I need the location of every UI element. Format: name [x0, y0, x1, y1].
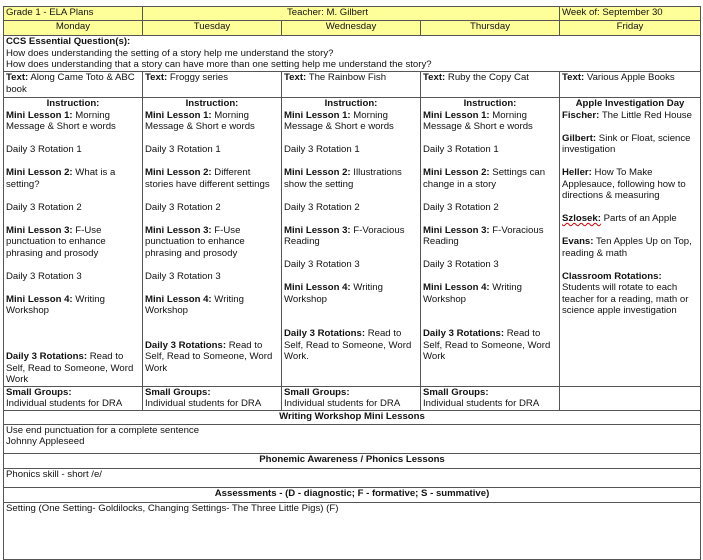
mini-text: Writing Workshop: [284, 282, 383, 305]
instruction-label: Instruction:: [46, 98, 100, 109]
assessments-body: [4, 502, 701, 559]
mini-label: Mini Lesson 2:: [423, 167, 490, 178]
activity-text: The Little Red House: [599, 109, 692, 121]
rotation-3: Daily 3 Rotation 3: [423, 259, 499, 270]
mini-label: Mini Lesson 3:: [423, 224, 490, 236]
friday-gilbert: [562, 133, 698, 156]
mini-lesson-4: [423, 282, 557, 305]
lesson-plan-table: [3, 6, 701, 560]
mini-lesson-4: [145, 294, 279, 317]
week-of: Week of: September 30: [560, 7, 701, 21]
mini-lesson-1: [145, 110, 279, 133]
small-groups-friday: [560, 386, 701, 410]
small-groups-text: Individual students for DRA: [284, 398, 401, 409]
mini-label: Mini Lesson 4:: [284, 282, 351, 293]
mini-label: Mini Lesson 3:: [145, 224, 212, 236]
rotations-label: Daily 3 Rotations:: [6, 351, 88, 362]
mini-text: What is a setting?: [6, 167, 116, 190]
instruction-label: Instruction:: [463, 98, 517, 109]
writing-body: [4, 424, 701, 453]
rotation-3: Daily 3 Rotation 3: [145, 270, 221, 282]
instruction-label: Instruction:: [324, 98, 378, 109]
mini-label: Mini Lesson 3:: [6, 224, 73, 236]
small-groups-label: Small Groups:: [284, 386, 350, 398]
teacher-name: Teacher: M. Gilbert: [287, 7, 369, 18]
day-thursday: Thursday: [421, 21, 560, 36]
mini-text: F-Voracious Reading: [284, 224, 405, 247]
mini-text: Morning Message & Short e words: [145, 109, 255, 132]
text-tuesday: [143, 72, 282, 98]
mini-lesson-2: [423, 167, 557, 190]
small-groups-thursday: [421, 386, 560, 410]
phonics-body: [4, 468, 701, 487]
rotations-label: Daily 3 Rotations:: [284, 328, 366, 339]
rotations-text: Read to Self, Read to Someone, Word Work: [6, 351, 134, 385]
daily-rotations: [6, 351, 140, 386]
instruction-tuesday: [143, 98, 282, 387]
daily-rotations: [284, 328, 418, 363]
mini-lesson-3: [284, 225, 418, 248]
teacher-label: Evans:: [562, 236, 594, 247]
text-label: Text:: [145, 72, 168, 83]
rotation-1: Daily 3 Rotation 1: [423, 144, 499, 155]
mini-text: Morning Message & Short e words: [423, 109, 533, 132]
daily-rotations: [145, 340, 279, 375]
mini-lesson-4: [284, 282, 418, 305]
grade-title: Grade 1 - ELA Plans: [4, 7, 143, 21]
day-tuesday: Tuesday: [143, 21, 282, 36]
rotation-3: Daily 3 Rotation 3: [6, 270, 82, 282]
essential-question-2: How does understanding that a story can have more than one setting help me understand the story?: [6, 59, 432, 70]
mini-lesson-4: [6, 294, 140, 317]
text-label: Text:: [6, 72, 29, 83]
mini-text: F-Voracious Reading: [423, 224, 544, 247]
mini-text: Morning Message & Short e words: [284, 109, 394, 132]
instruction-monday: [4, 98, 143, 387]
writing-line-2: Johnny Appleseed: [6, 436, 85, 447]
mini-text: Different stories have different settings: [145, 167, 270, 190]
instruction-thursday: [421, 98, 560, 387]
mini-text: Writing Workshop: [6, 293, 105, 316]
mini-lesson-2: [6, 167, 140, 190]
phonics-heading-text: Phonemic Awareness / Phonics Lessons: [259, 453, 445, 465]
mini-lesson-3: [6, 225, 140, 260]
friday-evans: [562, 236, 698, 259]
essential-questions: [4, 36, 701, 72]
mini-lesson-3: [423, 225, 557, 248]
teacher-label: Szlosek:: [562, 213, 601, 224]
friday-classroom-rotations: [562, 271, 698, 317]
small-groups-label: Small Groups:: [145, 386, 211, 398]
rotation-2: Daily 3 Rotation 2: [423, 201, 499, 213]
instruction-friday: [560, 98, 701, 387]
mini-text: F-Use punctuation to enhance phrasing and prosody: [145, 224, 245, 259]
teacher-label: Gilbert:: [562, 132, 597, 144]
mini-lesson-1: [284, 110, 418, 133]
small-groups-tuesday: [143, 386, 282, 410]
small-groups-text: Individual students for DRA: [6, 398, 123, 409]
text-monday: [4, 72, 143, 98]
day-monday: Monday: [4, 21, 143, 36]
text-label: Text:: [284, 72, 307, 83]
rotation-1: Daily 3 Rotation 1: [6, 144, 82, 155]
friday-heller: [562, 167, 698, 202]
mini-label: Mini Lesson 1:: [423, 109, 490, 121]
phonics-line-1: Phonics skill - short /e/: [6, 468, 102, 480]
text-value: Froggy series: [167, 72, 228, 83]
day-friday: Friday: [560, 21, 701, 36]
rotation-1: Daily 3 Rotation 1: [284, 144, 360, 155]
mini-lesson-2: [284, 167, 418, 190]
rotations-text: Read to Self, Read to Someone, Word Work: [423, 328, 551, 362]
text-label: Text:: [562, 72, 585, 83]
friday-title: Apple Investigation Day: [575, 98, 685, 109]
daily-rotations: [423, 328, 557, 363]
activity-text: How To Make Applesauce, following how to directions & measuring: [562, 167, 686, 201]
text-value: Ruby the Copy Cat: [445, 72, 529, 83]
assessments-heading: [4, 487, 701, 502]
mini-text: Illustrations show the setting: [284, 167, 402, 190]
text-value: Along Came Toto & ABC book: [6, 72, 135, 95]
rotation-1: Daily 3 Rotation 1: [145, 144, 221, 155]
assessments-line-1: Setting (One Setting- Goldilocks, Changing Settings- The Three Little Pigs) (F): [6, 502, 339, 514]
rotations-text: Students will rotate to each teacher for a reading, math or science apple investigation: [562, 282, 689, 316]
small-groups-label: Small Groups:: [423, 386, 489, 398]
mini-label: Mini Lesson 4:: [6, 293, 73, 305]
activity-text: Ten Apples Up on Top, reading & math: [562, 236, 692, 259]
mini-text: Morning Message & Short e words: [6, 109, 116, 132]
small-groups-wednesday: [282, 386, 421, 410]
writing-line-1: Use end punctuation for a complete sentence: [6, 424, 200, 436]
essential-label: CCS Essential Question(s):: [6, 36, 131, 47]
mini-lesson-1: [423, 110, 557, 133]
text-value: The Rainbow Fish: [306, 72, 387, 83]
small-groups-text: Individual students for DRA: [145, 398, 262, 409]
friday-szlosek: [562, 213, 698, 225]
small-groups-label: Small Groups:: [6, 386, 72, 398]
rotation-2: Daily 3 Rotation 2: [145, 201, 221, 213]
mini-lesson-3: [145, 225, 279, 260]
mini-label: Mini Lesson 2:: [284, 167, 351, 178]
mini-text: F-Use punctuation to enhance phrasing and prosody: [6, 224, 106, 259]
mini-label: Mini Lesson 2:: [145, 167, 212, 178]
teacher-label: Fischer:: [562, 109, 600, 121]
text-value: Various Apple Books: [584, 72, 675, 83]
mini-text: Settings can change in a story: [423, 167, 546, 190]
mini-lesson-1: [6, 110, 140, 133]
rotations-label: Classroom Rotations:: [562, 270, 662, 282]
activity-text: Parts of an Apple: [600, 213, 677, 224]
mini-label: Mini Lesson 1:: [284, 109, 351, 121]
essential-question-1: How does understanding the setting of a story help me understand the story?: [6, 47, 334, 59]
mini-label: Mini Lesson 4:: [145, 293, 212, 305]
instruction-label: Instruction:: [185, 98, 239, 109]
text-label: Text:: [423, 72, 446, 83]
day-wednesday: Wednesday: [282, 21, 421, 36]
mini-label: Mini Lesson 1:: [6, 109, 73, 121]
mini-label: Mini Lesson 2:: [6, 167, 73, 178]
rotation-2: Daily 3 Rotation 2: [6, 201, 82, 213]
text-thursday: [421, 72, 560, 98]
small-groups-text: Individual students for DRA: [423, 398, 540, 409]
mini-text: Writing Workshop: [145, 293, 244, 316]
mini-label: Mini Lesson 3:: [284, 224, 351, 236]
text-friday: [560, 72, 701, 98]
phonics-heading: [4, 453, 701, 468]
assessments-heading-text: Assessments - (D - diagnostic; F - formative; S - summative): [214, 487, 490, 499]
mini-text: Writing Workshop: [423, 282, 522, 305]
writing-heading: [4, 410, 701, 424]
rotations-label: Daily 3 Rotations:: [145, 339, 227, 351]
rotations-text: Read to Self, Read to Someone, Word Work: [145, 339, 273, 374]
friday-fischer: [562, 110, 698, 122]
teacher-cell: [143, 7, 560, 21]
activity-text: Sink or Float, science investigation: [562, 132, 691, 155]
rotations-text: Read to Self, Read to Someone, Word Work.: [284, 328, 412, 362]
mini-lesson-2: [145, 167, 279, 190]
mini-label: Mini Lesson 1:: [145, 109, 212, 121]
instruction-wednesday: [282, 98, 421, 387]
mini-label: Mini Lesson 4:: [423, 282, 490, 293]
rotation-3: Daily 3 Rotation 3: [284, 259, 360, 270]
writing-heading-text: Writing Workshop Mini Lessons: [279, 410, 425, 422]
text-wednesday: [282, 72, 421, 98]
teacher-label: Heller:: [562, 167, 592, 178]
rotation-2: Daily 3 Rotation 2: [284, 201, 360, 213]
rotations-label: Daily 3 Rotations:: [423, 328, 505, 339]
small-groups-monday: [4, 386, 143, 410]
